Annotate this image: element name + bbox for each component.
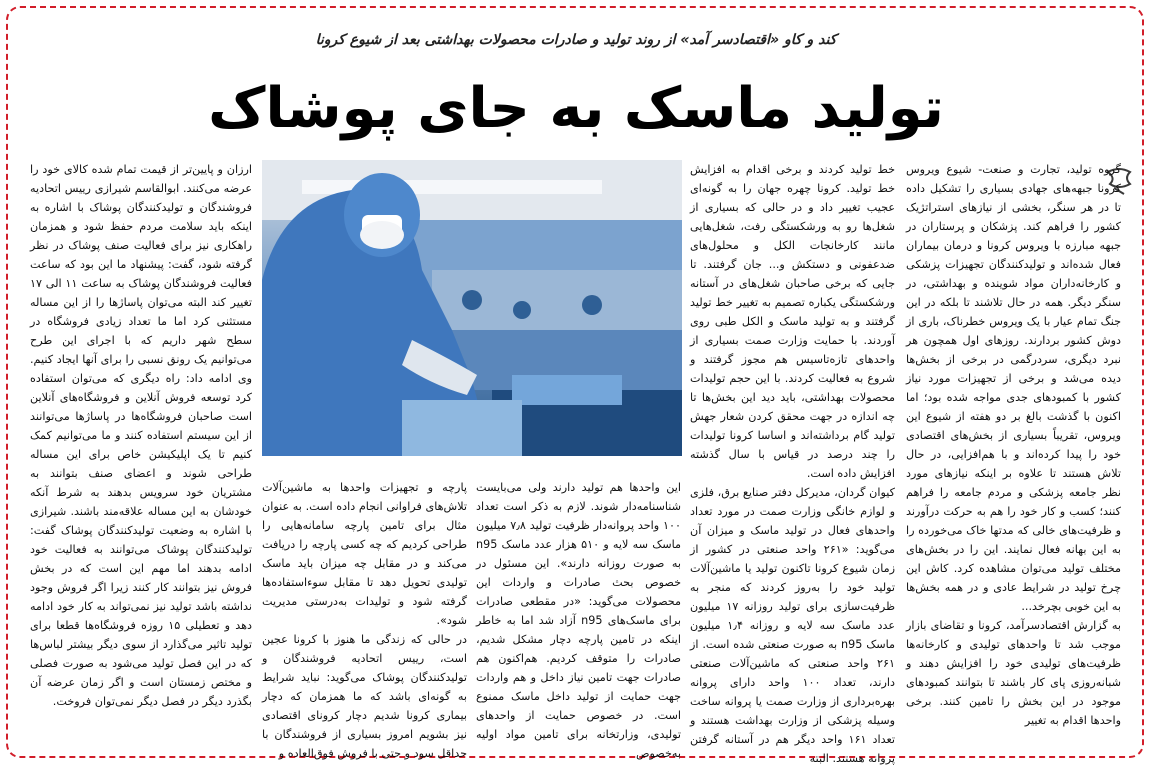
factory-photo-icon [262,160,682,456]
column-text: خط تولید کردند و برخی اقدام به افزایش خط تولید. کرونا چهره جهان را به گونه‌ای عجیب تغییر داد و در حالی که بسیاری از شغل‌ها رو به ورشکستگی رفت، شغل‌هایی مانند کارخانجات الکل و محلول‌های ضدعفونی و دستکش و... جان گرفتند. تا جایی که برخی صاحبان شغل‌های در آستانه ورشکستگی یکباره تصمیم به تغییر خط تولید گرفتند و به تولید ماسک و الکل طبی روی آوردند. با حمایت وزارت صمت بسیاری از واحدهای تازه‌تاسیس هم مجوز گرفتند و شروع به فعالیت کردند. با این حجم تولیدات محصولات بهداشتی، باید دید این بخش‌ها تا چه اندازه در جهت محقق کردن شعار جهش تولید گام برداشته‌اند و اساسا کرونا تولیدات را چند درصد در قیاس با سال گذشته افزایش داده است. کیوان گردان، مدیرکل دفتر صنایع برق، فلزی و لوازم خانگی وزارت صمت در مورد تعداد واحدهای فعال در تولید ماسک و میزان آن می‌گوید: «۲۶۱ واحد صنعتی در کشور از زمان شیوع کرونا تاکنون تولید یا ماشین‌آلات تولید خود را به‌روز کردند که منجر به ظرفیت‌سازی برای تولید روزانه ۱۷ میلیون عدد ماسک سه لایه و روزانه ۱٫۴ میلیون ماسک n95 به صورت صنعتی شده است. از ۲۶۱ واحد صنعتی که ماشین‌آلات صنعتی دارند، تعداد ۱۰۰ واحد دارای پروانه بهره‌برداری از وزارت صمت یا پروانه ساخت وسیله پزشکی از وزارت بهداشت هستند و تعداد ۱۶۱ واحد دیگر هم در آستانه گرفتن پروانه هستند. البته [690,163,896,765]
kicker: کند و کاو «اقتصادسر آمد» از روند تولید و صادرات محصولات بهداشتی بعد از شیوع کرونا [315,32,837,48]
article-column-3 [476,478,681,760]
headline: تولید ماسک به جای پوشاک [208,76,944,141]
article-column-5 [30,160,252,750]
column-text: ارزان و پایین‌تر از قیمت تمام شده کالای خود را عرضه می‌کنند. ابوالقاسم شیرازی رییس اتحادیه فروشندگان و تولیدکنندگان پوشاک با اشاره به اینکه باید سلامت مردم حفظ شود و همزمان راهکاری نیز برای فعالیت صنف پوشاک در نظر گرفته شود، گفت: پیشنهاد ما این بود که ساعت فعالیت فروشندگان پوشاک به ساعت ۱۱ الی ۱۷ تغییر کند البته می‌توان پاساژها را از این مساله مستثنی کرد اما ما تعداد زیادی فروشگاه در سطح شهر داریم که با اجرای این طرح می‌توانیم یک رونق نسبی را برای آنها ایجاد کنیم. وی ادامه داد: راه دیگری که می‌توان استفاده کرد توسعه فروش آنلاین و فروشگاه‌های آنلاین است صاحبان فروشگاه‌ها در پاساژها می‌توانند از این سیستم استفاده کنند و ما می‌توانیم کمک کنیم تا یک اپلیکیشن خاص برای این مساله طراحی شوند و اعضای صنف بتوانند به مشتریان خود سرویس بدهند به شرط آنکه خودشان به این مساله علاقه‌مند باشند. شیرازی با اشاره به وضعیت تولیدکنندگان پوشاک گفت: تولیدکنندگان پوشاک می‌توانند به فعالیت خود ادامه بدهند اما مهم این است که در بخش فروش نیز بتوانند کار کنند زیرا اگر فروش وجود نداشته باشد تولید نیز نمی‌تواند به کار خود ادامه دهد و تعطیلی ۱۵ روزه فروشگاه‌ها قطعا برای تولید تاثیر می‌گذارد از سوی دیگر بیشتر لباس‌ها که در این فصل تولید می‌شود به صورت فصلی و مختص زمستان است و اگر زمان عرضه آن بگذرد دیگر در فصل دیگر نمی‌توان فروخت. [30,163,252,708]
article-column-1 [906,160,1121,750]
column-text: پارچه و تجهیزات واحدها به ماشین‌آلات تلاش‌های فراوانی انجام داده است. به عنوان مثال برای تامین پارچه سامانه‌هایی را طراحی کردیم که چه کسی پارچه را دریافت می‌کند و در مقابل چه میزان باید ماسک تولیدی تحویل دهد تا مقابل سوءاستفاده‌ها گرفته شود و تولیدات به‌درستی مدیریت شود». در حالی که زندگی ما هنوز با کرونا عجین است، رییس اتحادیه فروشندگان و تولیدکنندگان پوشاک می‌گوید: نباید شرایط به گونه‌ای باشد که ما همزمان که دچار بیماری کرونا شدیم دچار کرونای اقتصادی نیز بشویم امروز بسیاری از فروشندگان با حداقل سود و حتی با فروش فوق‌العاده و [262,481,467,760]
article-column-2 [690,160,896,765]
article-photo [262,160,682,456]
column-text: این واحدها هم تولید دارند ولی می‌بایست شناسنامه‌دار شوند. لازم به ذکر است تعداد ۱۰۰ واحد پروانه‌دار ظرفیت تولید ۷٫۸ میلیون ماسک سه لایه و ۵۱۰ هزار عدد ماسک n95 به صورت روزانه دارند». این مسئول در خصوص بحث صادرات و واردات این محصولات می‌گوید: «در مقطعی صادرات برای ماسک‌های n95 آزاد شد اما به خاطر اینکه در تامین پارچه دچار مشکل شدیم، صادرات را متوقف کردیم. هم‌اکنون هم صادرات جهت تامین نیاز داخل و هم واردات جهت حمایت از تولید داخل ماسک ممنوع است. در خصوص حمایت از واحدهای تولیدی، وزارتخانه برای تامین مواد اولیه به‌خصوص [476,481,681,760]
column-text: گروه تولید، تجارت و صنعت- شیوع ویروس کرونا جبهه‌های جهادی بسیاری را تشکیل داده تا در هر سنگر، بخشی از نیازهای استراتژیک کشور را فراهم کند. پزشکان و پرستاران در جبهه مبارزه با ویروس کرونا و درمان بیماران فعال شده‌اند و تولیدکنندگان تجهیزات پزشکی و کارخانه‌داران مواد شوینده و بهداشتی، در سنگر دیگر. همه در حال تلاشند تا بلکه در این جنگ تمام عیار با یک ویروس خطرناک، باری از دوش کشور بردارند. روزهای اول همچون هر نبرد دیگری، سردرگمی در برخی از بخش‌ها دیده می‌شد و برخی از تجهیزات مورد نیاز کشور با کمبودهای جدی مواجه شده بود؛ اما اکنون با گذشت بالغ بر دو هفته از شیوع این ویروس، تقریباً بسیاری از بخش‌های اقتصادی خود را پیدا کرده‌اند و با هم‌افزایی، در حال تلاش هستند تا علاوه بر اینکه نیازهای مورد نظر جامعه پزشکی و مردم جامعه را فراهم کنند؛ کسب و کار خود را هم به حرکت درآورند و ظرفیت‌های خالی که مدتها خاک می‌خورده را به این بهانه فعال نمایند. این را در بخش‌های مختلف تولید می‌توان مشاهده کرد. کاش این چرخ تولید در شرایط عادی و در همه بخش‌ها به این خوبی بچرخد... به گزارش اقتصادسرآمد، کرونا و تقاضای بازار موجب شد تا واحدهای تولیدی و کارخانه‌ها ظرفیت‌های تولیدی خود را افزایش دهند و شبانه‌روزی پای کار باشند تا بتوانند کمبودهای موجود در این بخش را تامین کنند. برخی واحدها اقدام به تغییر [906,163,1121,727]
article-column-4 [262,478,467,760]
